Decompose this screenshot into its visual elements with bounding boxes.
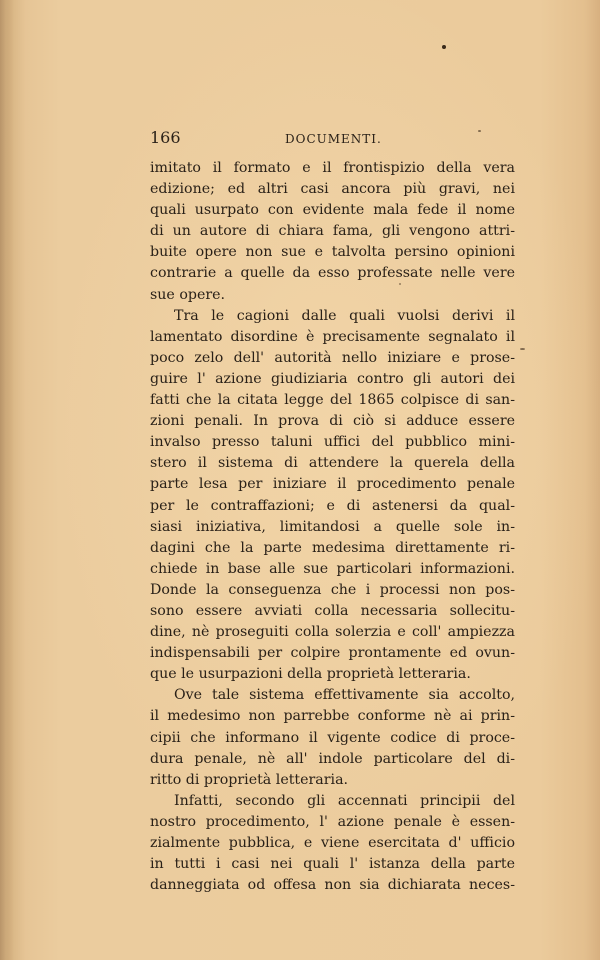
- text-line: chiede in base alle sue particolari informazioni.: [150, 560, 515, 577]
- text-line: Ove tale sistema effettivamente sia accolto,: [174, 687, 515, 704]
- text-line: parte lesa per iniziare il procedimento penale: [150, 476, 515, 493]
- text-line: zialmente pubblica, e viene esercitata d' ufficio: [150, 835, 515, 851]
- text-line: stero il sistema di attendere la querela della: [150, 455, 515, 472]
- paper-speck: [442, 45, 446, 49]
- text-line: nostro procedimento, l' azione penale è essen-: [150, 813, 515, 830]
- text-line: in tutti i casi nei quali l' istanza della parte: [150, 856, 515, 873]
- text-line: cipii che informano il vigente codice di proce-: [150, 729, 515, 746]
- text-line: per le contraffazioni; e di astenersi da qual-: [150, 497, 515, 514]
- text-line: Tra le cagioni dalle quali vuolsi derivi il: [174, 307, 515, 324]
- text-line: ritto di proprietà letteraria.: [150, 771, 349, 788]
- text-line: poco zelo dell' autorità nello iniziare e prose-: [150, 349, 515, 366]
- text-line: Donde la conseguenza che i processi non pos-: [150, 581, 515, 598]
- text-line: Infatti, secondo gli accennati principii del: [174, 792, 515, 809]
- text-line: quali usurpato con evidente mala fede il nome: [150, 202, 515, 219]
- text-line: guire l' azione giudiziaria contro gli autori dei: [150, 370, 515, 387]
- body-text: [150, 158, 515, 896]
- text-line: que le usurpazioni della proprietà letteraria.: [150, 666, 471, 683]
- text-line: zioni penali. In prova di ciò si adduce essere: [150, 413, 515, 430]
- text-line: invalso presso taluni uffici del pubblico mini-: [150, 434, 515, 451]
- page-binding-edge: [0, 0, 14, 960]
- text-line: imitato il formato e il frontispizio della vera: [150, 160, 515, 176]
- running-head: DOCUMENTI.: [285, 132, 382, 146]
- page-header: [150, 128, 515, 150]
- text-line: siasi iniziativa, limitandosi a quelle sole in-: [150, 518, 515, 535]
- paper-speck: [520, 348, 525, 350]
- text-line: edizione; ed altri casi ancora più gravi, nei: [150, 181, 515, 198]
- text-line: sue opere.: [150, 286, 226, 303]
- text-line: lamentato disordine è precisamente segnalato il: [150, 328, 515, 345]
- text-line: dura penale, nè all' indole particolare del di-: [150, 750, 515, 767]
- text-line: indispensabili per colpire prontamente ed ovun-: [150, 645, 515, 662]
- text-line: contrarie a quelle da esso professate nelle vere: [150, 265, 515, 282]
- text-line: di un autore di chiara fama, gli vengono attri-: [150, 223, 515, 240]
- text-line: buite opere non sue e talvolta persino opinioni: [150, 244, 515, 261]
- text-line: il medesimo non parrebbe conforme nè ai prin-: [150, 708, 515, 725]
- text-line: danneggiata od offesa non sia dichiarata neces-: [150, 877, 515, 894]
- text-line: dagini che la parte medesima direttamente ri-: [150, 539, 515, 556]
- text-line: dine, nè proseguiti colla solerzia e coll' ampiezza: [150, 624, 515, 641]
- text-line: fatti che la citata legge del 1865 colpisce di san-: [150, 392, 515, 409]
- text-line: sono essere avviati colla necessaria sollecitu-: [150, 602, 515, 619]
- page-number: 166: [150, 128, 181, 147]
